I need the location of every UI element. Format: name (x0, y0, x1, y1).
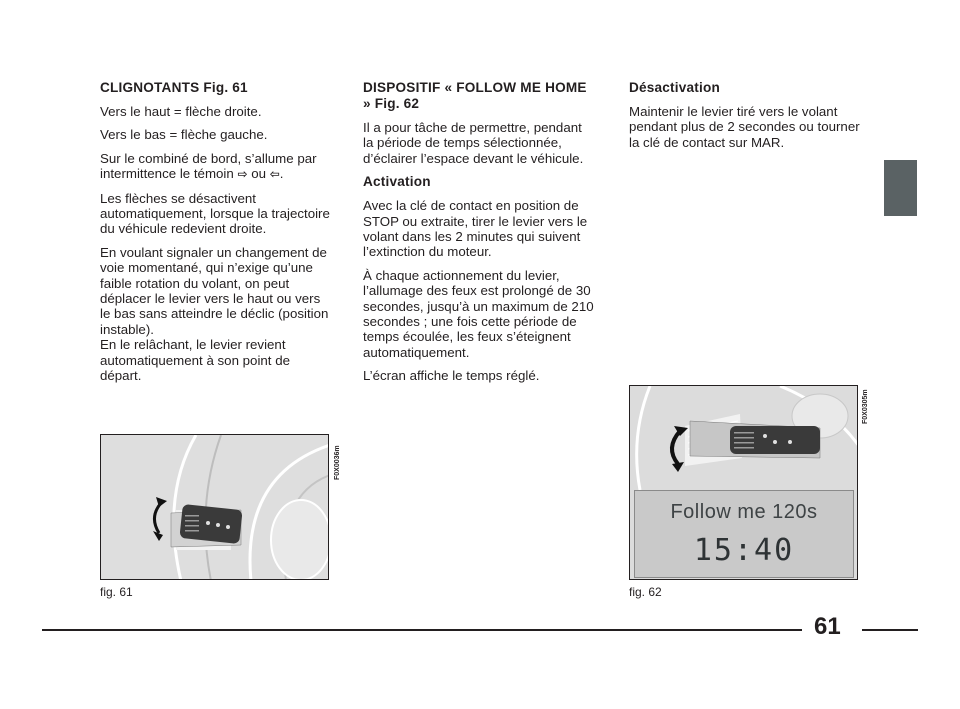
display-screen (634, 490, 854, 578)
light-lever-illustration (630, 386, 858, 490)
paragraph: Maintenir le levier tiré vers le volant pendant plus de 2 secondes ou tourner la clé de contact sur MAR. (629, 104, 860, 150)
footer-rule-left (42, 629, 802, 631)
paragraph-text: Sur le combiné de bord, s’allume par intermittence le témoin (100, 150, 317, 182)
figure-62-follow-me-home (629, 385, 858, 580)
paragraph: À chaque actionnement du levier, l’allumage des feux est prolongé de 30 secondes, jusqu’à un maximum de 210 secondes ; une fois cette période de temps écoulée, les feux s’éteignent automatiquement. (363, 267, 594, 360)
paragraph: Il a pour tâche de permettre, pendant la période de temps sélectionnée, d’éclairer l’espace devant le véhicule. (363, 120, 584, 166)
arrow-right-icon: ⇨ (237, 167, 248, 182)
figure-62-caption: fig. 62 (629, 585, 662, 599)
paragraph-text: . (279, 166, 284, 182)
subheading-desactivation: Désactivation (629, 80, 720, 95)
section-heading-clignotants: CLIGNOTANTS Fig. 61 (100, 80, 248, 95)
paragraph: L’écran affiche le temps réglé. (363, 368, 540, 384)
paragraph: Vers le bas = flèche gauche. (100, 127, 268, 143)
arrow-left-icon: ⇦ (269, 167, 280, 182)
paragraph: En voulant signaler un changement de voie momentané, qui n’exige qu’une faible rotation du volant, on peut déplacer le levier vers le haut ou vers le bas sans atteindre le déclic (position instable). (100, 244, 329, 337)
page-number: 61 (814, 613, 841, 640)
text-column-2 (363, 80, 595, 392)
figure-61-turn-signal-lever (100, 434, 329, 580)
paragraph: Avec la clé de contact en position de STOP ou extraite, tirer le levier vers le volant dans les 2 minutes qui suivent l’extinction du moteur. (363, 198, 588, 260)
section-tab (884, 160, 917, 216)
paragraph-text: ou (247, 166, 270, 182)
paragraph: Les flèches se désactivent automatiquement, lorsque la trajectoire du véhicule redevient droite. (100, 190, 330, 237)
text-column-3 (629, 80, 861, 158)
display-follow-me-text: Follow me 120s (670, 501, 818, 523)
paragraph: Vers le haut = flèche droite. (100, 104, 262, 119)
text-column-1 (100, 80, 332, 392)
footer-rule-right (862, 629, 918, 631)
subheading-activation: Activation (363, 174, 431, 190)
paragraph: En le relâchant, le levier revient automatiquement à son point de départ. (100, 337, 290, 384)
section-heading-follow-me-home: DISPOSITIF « FOLLOW ME HOME » Fig. 62 (363, 80, 587, 111)
figure-61-code: F0X0036m (334, 445, 341, 480)
display-clock: 15:40 (693, 533, 795, 568)
paragraph (100, 151, 332, 183)
turn-signal-lever-illustration (101, 435, 329, 580)
figure-62-code: F0X0305m (862, 389, 869, 424)
figure-61-caption: fig. 61 (100, 585, 133, 599)
